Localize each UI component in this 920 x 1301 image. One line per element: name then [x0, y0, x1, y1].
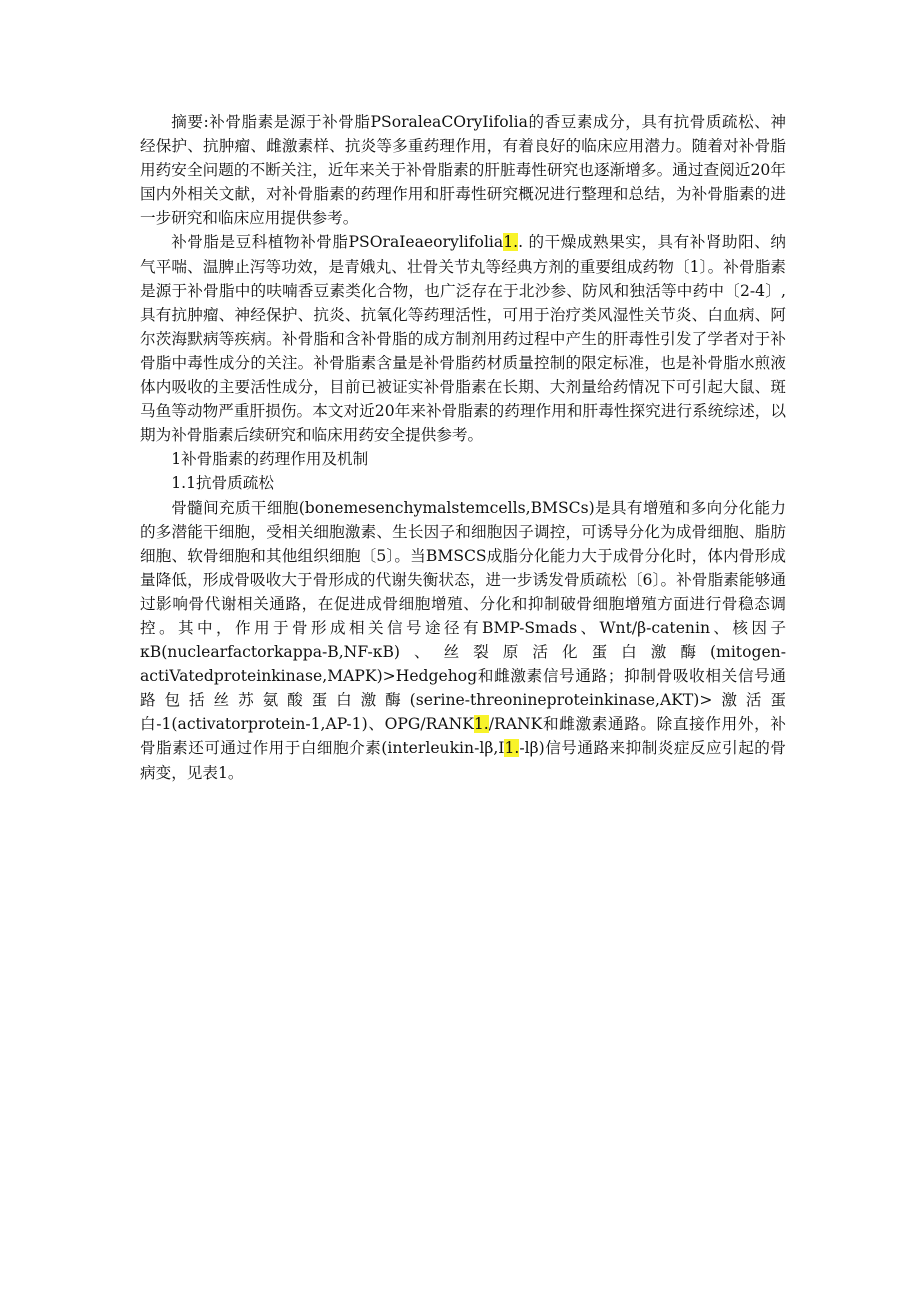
body-text-2: /RANK和雌激素通路。除直接作用外，补骨脂素还可通过作用于白细胞介素(interleukin-lβ,I [140, 715, 786, 758]
body-highlight-2: 1. [504, 739, 520, 758]
section-heading-1: 1补骨脂素的药理作用及机制 [171, 450, 369, 469]
intro-text-1: 补骨脂是豆科植物补骨脂PSOraIeaeorylifolia [171, 233, 504, 252]
abstract-label: 摘要: [171, 113, 209, 131]
body-paragraph [140, 496, 786, 785]
intro-text-2: . 的干燥成熟果实，具有补肾助阳、纳气平喘、温脾止泻等功效，是青娥丸、壮骨关节丸等经典方剂的重要组成药物〔1〕。补骨脂素是源于补骨脂中的呋喃香豆素类化合物，也广泛存在于北沙参、防风和独活等中药中〔2-4〕,具有抗肿瘤、神经保护、抗炎、抗氧化等药理活性，可用于治疗类风湿性关节炎、白血病、阿尔茨海默病等疾病。补骨脂和含补骨脂的成方制剂用药过程中产生的肝毒性引发了学者对于补骨脂中毒性成分的关注。补骨脂素含量是补骨脂药材质量控制的限定标准，也是补骨脂水煎液体内吸收的主要活性成分，目前已被证实补骨脂素在长期、大剂量给药情况下可引起大鼠、斑马鱼等动物严重肝损伤。本文对近20年来补骨脂素的药理作用和肝毒性探究进行系统综述，以期为补骨脂素后续研究和临床用药安全提供参考。 [140, 233, 786, 445]
body-text-3: -lβ)信号通路来抑制炎症反应引起的骨病变，见表1。 [140, 739, 786, 782]
intro-highlight-1: 1. [503, 233, 519, 252]
intro-paragraph [140, 230, 786, 447]
abstract-text: 补骨脂素是源于补骨脂PSoraleaCOryIifolia的香豆素成分，具有抗骨质疏松、神经保护、抗肿瘤、雌激素样、抗炎等多重药理作用，有着良好的临床应用潜力。随着对补骨脂用药安全问题的不断关注，近年来关于补骨脂素的肝脏毒性研究也逐渐增多。通过查阅近20年国内外相关文献，对补骨脂素的药理作用和肝毒性研究概况进行整理和总结，为补骨脂素的进一步研究和临床应用提供参考。 [140, 113, 786, 228]
document-page [140, 110, 786, 785]
body-highlight-1: 1. [473, 715, 489, 734]
abstract-paragraph [140, 110, 786, 230]
body-text-1: 骨髓间充质干细胞(bonemesenchymalstemcells,BMSCs)是具有增殖和多向分化能力的多潜能干细胞，受相关细胞激素、生长因子和细胞因子调控，可诱导分化为成骨细胞、脂肪细胞、软骨细胞和其他组织细胞〔5〕。当BMSCS成脂分化能力大于成骨分化时，体内骨形成量降低，形成骨吸收大于骨形成的代谢失衡状态，进一步诱发骨质疏松〔6〕。补骨脂素能够通过影响骨代谢相关通路，在促进成骨细胞增殖、分化和抑制破骨细胞增殖方面进行骨稳态调控。其中，作用于骨形成相关信号途径有BMP-Smads、Wnt/β-catenin、核因子κB(nuclearfactorkappa-B,NF-κB)、丝裂原活化蛋白激酶(mitogen-actiVatedproteinkinase,MAPK)>Hedgehog和雌激素信号通路；抑制骨吸收相关信号通路包括丝苏氨酸蛋白激酶(serine-threonineproteinkinase,AKT)>激活蛋白-1(activatorprotein-1,AP-1)、OPG/RANK [140, 498, 786, 734]
section-heading-1-1: 1.1抗骨质疏松 [171, 474, 274, 493]
